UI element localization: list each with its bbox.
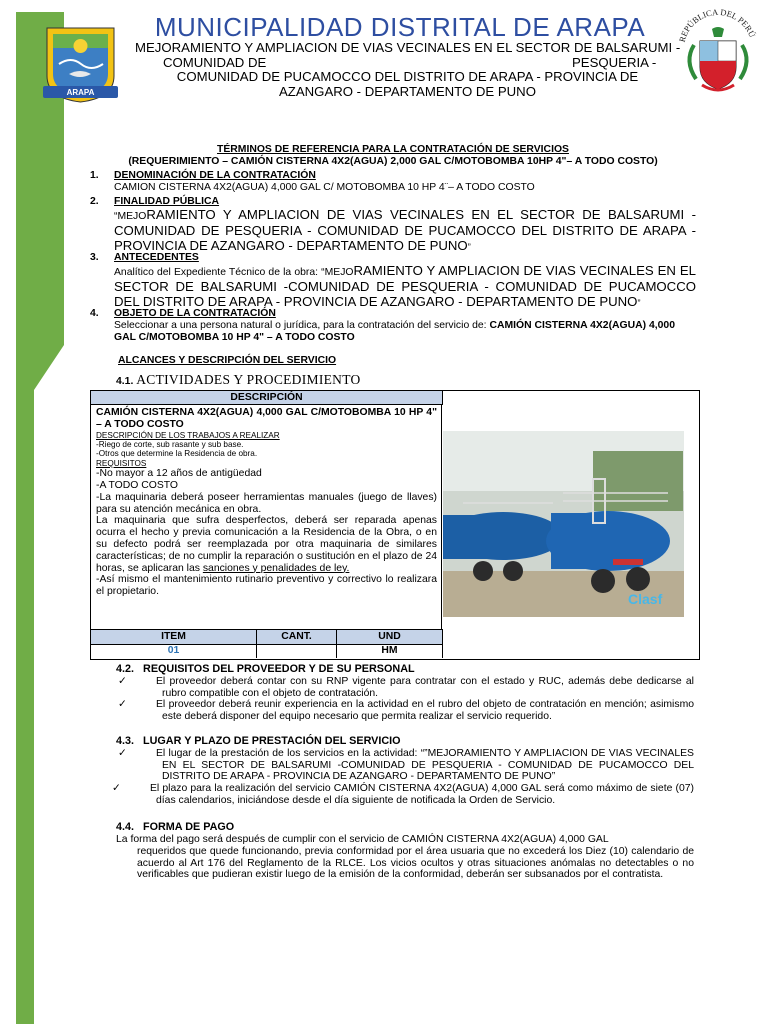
svg-text:REPÚBLICA DEL PERÚ: [677, 7, 758, 43]
section-4-3-title: LUGAR Y PLAZO DE PRESTACIÓN DEL SERVICIO: [143, 735, 401, 747]
section-1-text: CAMION CISTERNA 4X2(AGUA) 4,000 GAL C/ MOTOBOMBA 10 HP 4¨– A TODO COSTO: [114, 181, 535, 193]
payment-text: La forma del pago será después de cumplir con el servicio de CAMIÓN CISTERNA 4X2(AGUA) 4,000 GAL requeridos que quede funcionando, previa conformidad por el área usuaria que no excederá los Diez (10) calendario de acuerdo al Art 176 del Reglamento de la RLCE. Los vicios ocultos y otras situaciones anómalas no detectables o no verificables que pudieran existir luego de la emisión de la conformidad, deberán ser subsanados por el contratista.: [116, 834, 694, 881]
page-title: MUNICIPALIDAD DISTRITAL DE ARAPA: [154, 12, 646, 42]
section-4-1-title: ACTIVIDADES Y PROCEDIMIENTO: [136, 372, 361, 387]
checkmark-icon: ✓: [112, 783, 121, 795]
section-4-3: 4.3. LUGAR Y PLAZO DE PRESTACIÓN DEL SERVICIO ✓ El lugar de la prestación de los servicios en la actividad: “”MEJORAMIENTO Y AMPLIACION DE VIAS VECINALES EN EL SECTOR DE BALSARUMI -COMUNIDAD DE PESQUERIA - COMUNIDAD DE PUCAMOCCO DEL DISTRITO DE ARAPA - PROVINCIA DE AZANGARO - DEPARTAMENTO DE PUNO” ✓ El plazo para la realización del servicio CAMIÓN CISTERNA 4X2(AGUA) 4,000 GAL será como máximo de siete (07) días calendarios, iniciándose desde el día siguiente de notificada la Orden de Servicio.: [112, 735, 694, 806]
table-header: DESCRIPCIÓN: [91, 391, 443, 405]
section-4-4-title: FORMA DE PAGO: [143, 821, 235, 833]
section-4-title: OBJETO DE LA CONTRATACIÓN: [114, 308, 276, 319]
section-1: 1. DENOMINACIÓN DE LA CONTRATACIÓN CAMION CISTERNA 4X2(AGUA) 4,000 GAL C/ MOTOBOMBA 10 HP 4¨– A TODO COSTO: [90, 170, 696, 194]
arapa-logo-label: ARAPA: [66, 88, 95, 97]
section-3-title: ANTECEDENTES: [114, 252, 199, 263]
checkmark-icon: ✓: [118, 675, 127, 687]
watermark-text: Clasf: [628, 591, 663, 607]
checkmark-icon: ✓: [118, 747, 127, 759]
item-header-row: ITEM CANT. UND: [91, 629, 443, 645]
section-4-text: Seleccionar a una persona natural o jurídica, para la contratación del servicio de: CAMIÓN CISTERNA 4X2(AGUA) 4,000 GAL C/MOTOBOMBA 10 HP 4" – A TODO COSTO: [114, 319, 675, 343]
item-title: CAMIÓN CISTERNA 4X2(AGUA) 4,000 GAL C/MOTOBOMBA 10 HP 4" – A TODO COSTO: [96, 407, 437, 430]
green-side-bar: [16, 0, 64, 1024]
section-3-text: Analítico del Expediente Técnico de la obra: “MEJORAMIENTO Y AMPLIACION DE VIAS VECINALES EN EL SECTOR DE BALSARUMI -COMUNIDAD DE PESQUERIA - COMUNIDAD DE PUCAMOCCO DEL DISTRITO DE ARAPA - PROVINCIA DE AZANGARO - DEPARTAMENTO DE PUNO”: [114, 262, 696, 309]
seal-text: REPÚBLICA DEL PERÚ: [676, 6, 758, 44]
description-cell: CAMIÓN CISTERNA 4X2(AGUA) 4,000 GAL C/MOTOBOMBA 10 HP 4" – A TODO COSTO DESCRIPCIÓN DE LOS TRABAJOS A REALIZAR -Riego de corte, sub rasante y sub base. -Otros que determine la Residencia de obra. REQUISITOS -No mayor a 12 años de antigüedad -A TODO COSTO -La maquinaria deberá poseer herramientas manuales (juego de llaves) para su atención mecánica en obra. La maquinaria que sufra desperfectos, deberá ser reparada apenas ocurra el hecho y previa comunicación a la Residencia de la Obra, o en su defecto podrá ser reemplazada por otra maquinaria de similares características; de no cumplir la reparación o sustitución en el plazo de 24 horas, se aplicaran las sanciones y penalidades de ley. -Así mismo el mantenimiento rutinario preventivo y correctivo lo realizara el propietario.: [91, 405, 442, 629]
checkmark-icon: ✓: [118, 699, 127, 711]
tor-heading-block: [90, 144, 696, 168]
section-4-4: 4.4. FORMA DE PAGO: [116, 821, 235, 833]
section-2-text: “MEJORAMIENTO Y AMPLIACION DE VIAS VECINALES EN EL SECTOR DE BALSARUMI - COMUNIDAD DE PESQUERIA - COMUNIDAD DE PUCAMOCCO DEL DISTRITO DE ARAPA - PROVINCIA DE AZANGARO - DEPARTAMENTO DE PUNO”: [114, 206, 696, 253]
water-truck-photo: [443, 431, 684, 617]
project-subtitle: MEJORAMIENTO Y AMPLIACION DE VIAS VECINALES EN EL SECTOR DE BALSARUMI - COMUNIDAD DE PESQUERIA - COMUNIDAD DE PUCAMOCCO DEL DISTRITO DE ARAPA - PROVINCIA DE AZANGARO - DEPARTAMENTO DE PUNO: [135, 40, 681, 99]
requirements-title: REQUISITOS: [96, 458, 147, 468]
section-1-title: DENOMINACIÓN DE LA CONTRATACIÓN: [114, 170, 316, 181]
section-2: 2. FINALIDAD PÚBLICA “MEJORAMIENTO Y AMPLIACION DE VIAS VECINALES EN EL SECTOR DE BALSARUMI - COMUNIDAD DE PESQUERIA - COMUNIDAD DE PUCAMOCCO DEL DISTRITO DE ARAPA - PROVINCIA DE AZANGARO - DEPARTAMENTO DE PUNO”: [90, 196, 696, 253]
section-4-2: 4.2. REQUISITOS DEL PROVEEDOR Y DE SU PERSONAL ✓ El proveedor deberá contar con su RNP vigente para contratar con el estado y RUC, además debe dedicarse al rubro compatible con el objeto de contratación. ✓ El proveedor deberá reunir experiencia en la actividad en el rubro del objeto de contratación en mención; asimismo este deberá disponer del equipo necesario que permita realizar el servicio requerido.: [116, 663, 694, 723]
section-3: 3. ANTECEDENTES Analítico del Expediente Técnico de la obra: “MEJORAMIENTO Y AMPLIACION DE VIAS VECINALES EN EL SECTOR DE BALSARUMI -COMUNIDAD DE PESQUERIA - COMUNIDAD DE PUCAMOCCO DEL DISTRITO DE ARAPA - PROVINCIA DE AZANGARO - DEPARTAMENTO DE PUNO”: [90, 252, 696, 309]
tor-requirement: (REQUERIMIENTO – CAMIÓN CISTERNA 4X2(AGUA) 2,000 GAL C/MOTOBOMBA 10HP 4"– A TODO COSTO): [128, 155, 658, 167]
works-title: DESCRIPCIÓN DE LOS TRABAJOS A REALIZAR: [96, 430, 280, 440]
peru-seal: [672, 5, 764, 100]
penalties-link-text: sanciones y penalidades de ley.: [202, 562, 350, 574]
tor-heading: TÉRMINOS DE REFERENCIA PARA LA CONTRATACIÓN DE SERVICIOS: [217, 144, 569, 155]
section-4: 4. OBJETO DE LA CONTRATACIÓN Seleccionar a una persona natural o jurídica, para la contratación del servicio de: CAMIÓN CISTERNA 4X2(AGUA) 4,000 GAL C/MOTOBOMBA 10 HP 4" – A TODO COSTO: [90, 308, 696, 343]
item-value-row: 01 HM: [91, 644, 443, 658]
section-4-1: 4.1. ACTIVIDADES Y PROCEDIMIENTO: [116, 372, 361, 387]
section-4-2-title: REQUISITOS DEL PROVEEDOR Y DE SU PERSONAL: [143, 663, 415, 675]
scope-heading: ALCANCES Y DESCRIPCIÓN DEL SERVICIO: [118, 355, 337, 366]
section-2-title: FINALIDAD PÚBLICA: [114, 196, 220, 207]
service-table: [90, 390, 700, 660]
